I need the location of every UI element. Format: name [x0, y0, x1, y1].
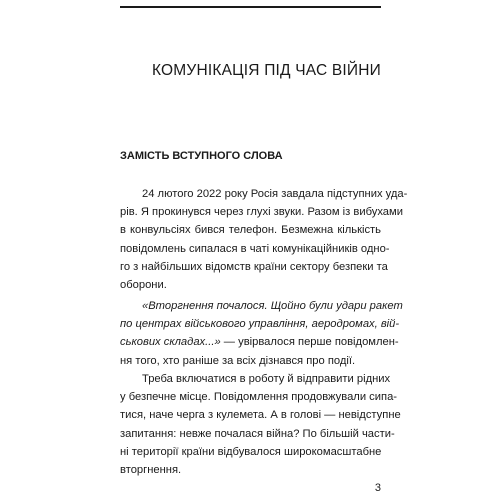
paragraph-2 — [120, 297, 403, 370]
quote-and-tail-line — [120, 333, 399, 351]
chapter-title: КОМУНІКАЦІЯ ПІД ЧАС ВІЙНИ — [151, 62, 381, 79]
paragraph-line: Треба включатися в роботу й відправити рідних — [142, 373, 391, 385]
quote-line-end: ськових складах...» — [120, 336, 221, 349]
paragraph-line: у безпечне місце. Повідомлення продовжували сипа- — [120, 391, 398, 404]
quote-line: «Вторгнення почалося. Щойно були удари ракет — [142, 300, 403, 312]
paragraph-line: тися, наче черга з кулемета. А в голові — невідступне — [120, 409, 401, 422]
quote-line: по центрах військового управління, аеродромах, вій- — [120, 318, 400, 331]
paragraph-line: 24 лютого 2022 року Росія завдала підступних уда- — [142, 188, 408, 200]
paragraph-1 — [120, 185, 408, 294]
paragraph-line: ні території країни відбувалося широкомасштабне — [120, 445, 382, 458]
paragraph-line: го з найбільших відомств країни сектору безпеки та — [120, 260, 388, 273]
paragraph-line: в конвульсіях бився телефон. Безмежна кількість — [120, 224, 381, 237]
paragraph-line: рів. Я прокинувся через глухі звуки. Разом із вибухами — [120, 206, 403, 219]
paragraph-line: повідомлень сипалася в чаті комунікаційників одно- — [120, 242, 390, 255]
paragraph-line: запитання: невже почалася війна? По більшій части- — [120, 427, 395, 440]
paragraph-line: вторгнення. — [120, 463, 182, 476]
quote-tail-text: — увірвалося перше повідомлен- — [220, 336, 399, 349]
paragraph-3 — [120, 370, 401, 479]
page-number: 3 — [374, 482, 381, 494]
section-heading: ЗАМІСТЬ ВСТУПНОГО СЛОВА — [120, 150, 283, 162]
top-rule — [120, 6, 381, 8]
paragraph-line: оборони. — [120, 278, 167, 291]
paragraph-line: ня того, хто раніше за всіх дізнався про події. — [120, 354, 356, 367]
